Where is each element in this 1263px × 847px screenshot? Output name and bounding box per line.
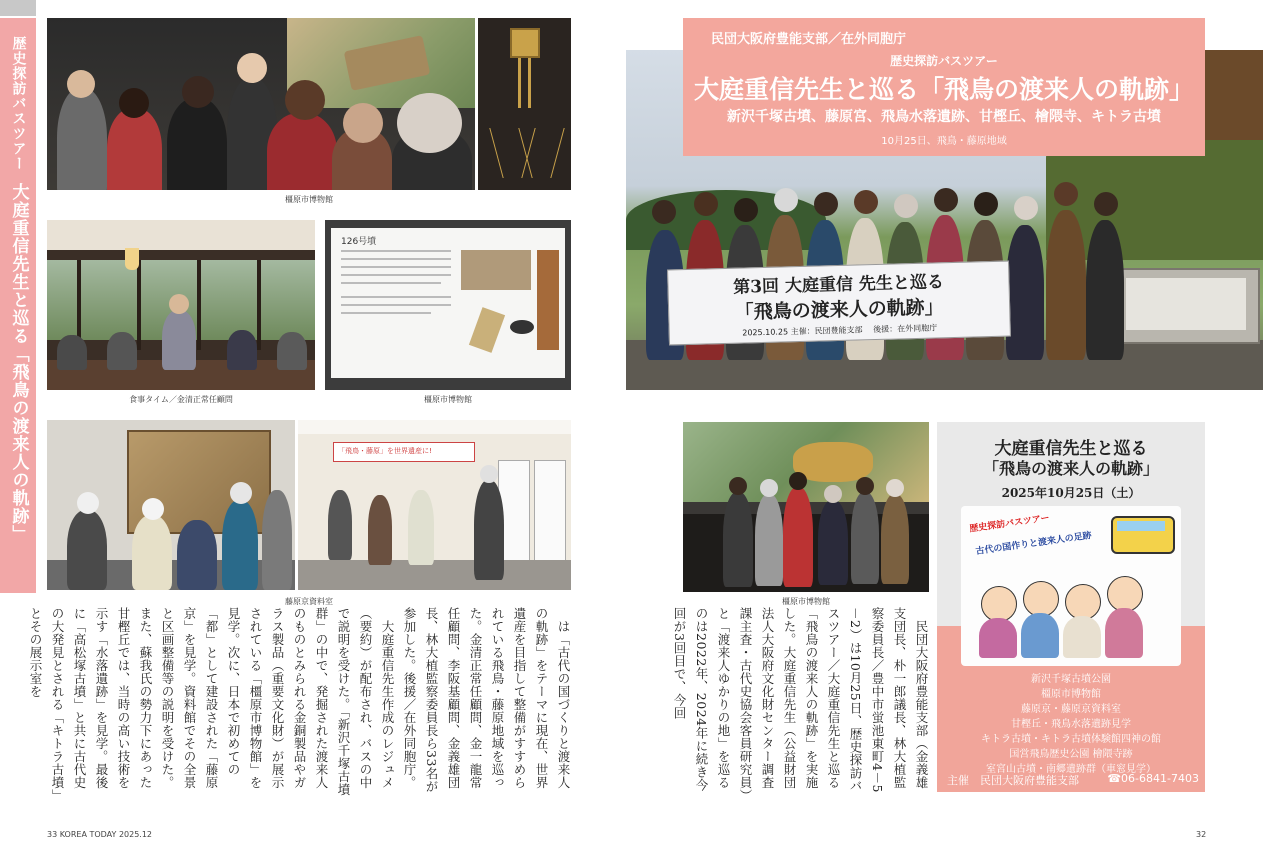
article-text-left	[28, 607, 574, 797]
caption-museum-1: 橿原市博物館	[285, 195, 333, 204]
flyer-stop: 新沢千塚古墳公園	[1031, 674, 1111, 685]
title-org: 民団大阪府豊能支部／在外同胞庁	[711, 32, 907, 47]
caption-museum-3: 橿原市博物館	[782, 597, 830, 606]
flyer-stop-list	[937, 672, 1205, 777]
flyer-stop: 甘樫丘・飛鳥水落遺跡見学	[1011, 719, 1131, 730]
article-paragraph-1: は「古代の国づくりと渡来人の軌跡」をテーマに現在、世界遺産を目指して整備がすすめられている飛鳥・藤原地域を巡った。金清正常任顧問、金一龍常任顧問、李阪基顧問、金義雄団長、林大植監察委員長ら33名が参加した。後援／在外同胞庁。	[402, 607, 571, 793]
photo-fujiwara-hall	[298, 420, 571, 590]
group-banner-line1: 第3回 大庭重信 先生と巡る	[732, 272, 945, 298]
flyer-illustration	[961, 506, 1181, 666]
photo-diorama	[683, 422, 929, 592]
article-paragraph-2: 大庭重信先生作成のレジュメ（要約）が配布され、バスの中で説明を受けた。「新沢千塚古墳群」の中で、発掘された渡来人のものとみられる金銅製品やガラス製品（重要文化財）が展示されている「橿原市博物館」を見学。次に、日本で初めての「都」として建設された「藤原京」を見学。資料館でその全景と区画整備等の説明を受けた。また、蘇我氏の勢力下にあった甘樫丘では、当時の高い技術を示す「水落遺跡」を見学。最後に「高松塚古墳」と共に古代史の大発見とされる「キトラ古墳」とその展示室を	[28, 607, 395, 796]
title-sites: 新沢千塚古墳、藤原宮、飛鳥水落遺跡、甘樫丘、檜隈寺、キトラ古墳	[727, 109, 1161, 125]
flyer-organizer: 主催 民団大阪府豊能支部	[947, 774, 1079, 787]
flyer-phone: ☎06-6841-7403	[1107, 772, 1199, 785]
exhibit-heading: 126号墳	[341, 237, 377, 247]
banner-subtitle: 歴史探訪バスツアー	[10, 36, 27, 171]
photo-lunch-room	[47, 220, 315, 390]
photo-museum-visitors	[47, 18, 475, 190]
photo-fujiwara-map	[47, 420, 295, 590]
caption-museum-2: 橿原市博物館	[424, 395, 472, 404]
group-banner-line2: 「飛鳥の渡来人の軌跡」	[734, 296, 944, 324]
flyer-title-1: 大庭重信先生と巡る	[994, 439, 1148, 459]
title-main: 大庭重信先生と巡る「飛鳥の渡来人の軌跡」	[693, 75, 1194, 104]
caption-lunch: 食事タイム／金清正常任顧問	[129, 395, 233, 404]
footer-page-left: 33 KOREA TODAY 2025.12	[47, 830, 153, 839]
flyer-stop: 藤原京・藤原京資料室	[1021, 704, 1121, 715]
illustration-caption-1: 歴史探訪バスツアー	[968, 513, 1051, 535]
article-text-right	[672, 607, 932, 797]
article-title-box	[683, 18, 1205, 156]
flyer-date: 2025年10月25日（土）	[1001, 486, 1141, 500]
vertical-title-banner	[0, 18, 36, 593]
group-banner	[667, 261, 1011, 346]
title-tour: 歴史探訪バスツアー	[890, 54, 998, 68]
footer-page-right: 32	[1196, 830, 1207, 839]
flyer-stop: キトラ古墳・キトラ古墳体験館四神の館	[981, 734, 1161, 745]
caption-fujiwara: 藤原京資料室	[285, 597, 333, 606]
flyer-stop: 室宮山古墳・南郷遺跡群（車窓見学）	[986, 764, 1156, 775]
photo-exhibit-panel	[325, 220, 571, 390]
photo-gold-artifact	[478, 18, 571, 190]
flyer-stop: 国営飛鳥歴史公園 檜隈寺跡	[1009, 749, 1133, 760]
group-banner-line3: 2025.10.25 主催：民団豊能支部 後援：在外同胞庁	[742, 323, 938, 338]
museum-sign-text: 「飛鳥・藤原」を世界遺産に!	[338, 447, 432, 455]
illustration-caption-2: 古代の国作りと渡来人の足跡	[975, 530, 1093, 558]
event-flyer	[937, 422, 1205, 792]
article-paragraph-intro: 民団大阪府豊能支部（金義雄支団長、朴一郎議長、林大植監察委員長／豊中市蛍池東町4－5－2）は10月25日、歴史探訪バスツアー／大庭重信先生と巡る「飛鳥の渡来人の軌跡」を実施した。大庭重信先生（公益財団法人大阪府文化財センター調査課主査・古代史協会客員研究員）と「渡来人ゆかりの地」を巡るのは2022年、2024年に続き今回が3回目で、今回	[672, 607, 929, 796]
title-date: 10月25日、飛鳥・藤原地域	[881, 136, 1007, 147]
banner-title: 大庭重信先生と巡る「飛鳥の渡来人の軌跡」	[8, 183, 29, 543]
flyer-stop: 橿原市博物館	[1041, 689, 1101, 700]
page-corner-tab	[0, 0, 36, 16]
flyer-title-2: 「飛鳥の渡来人の軌跡」	[982, 459, 1159, 478]
